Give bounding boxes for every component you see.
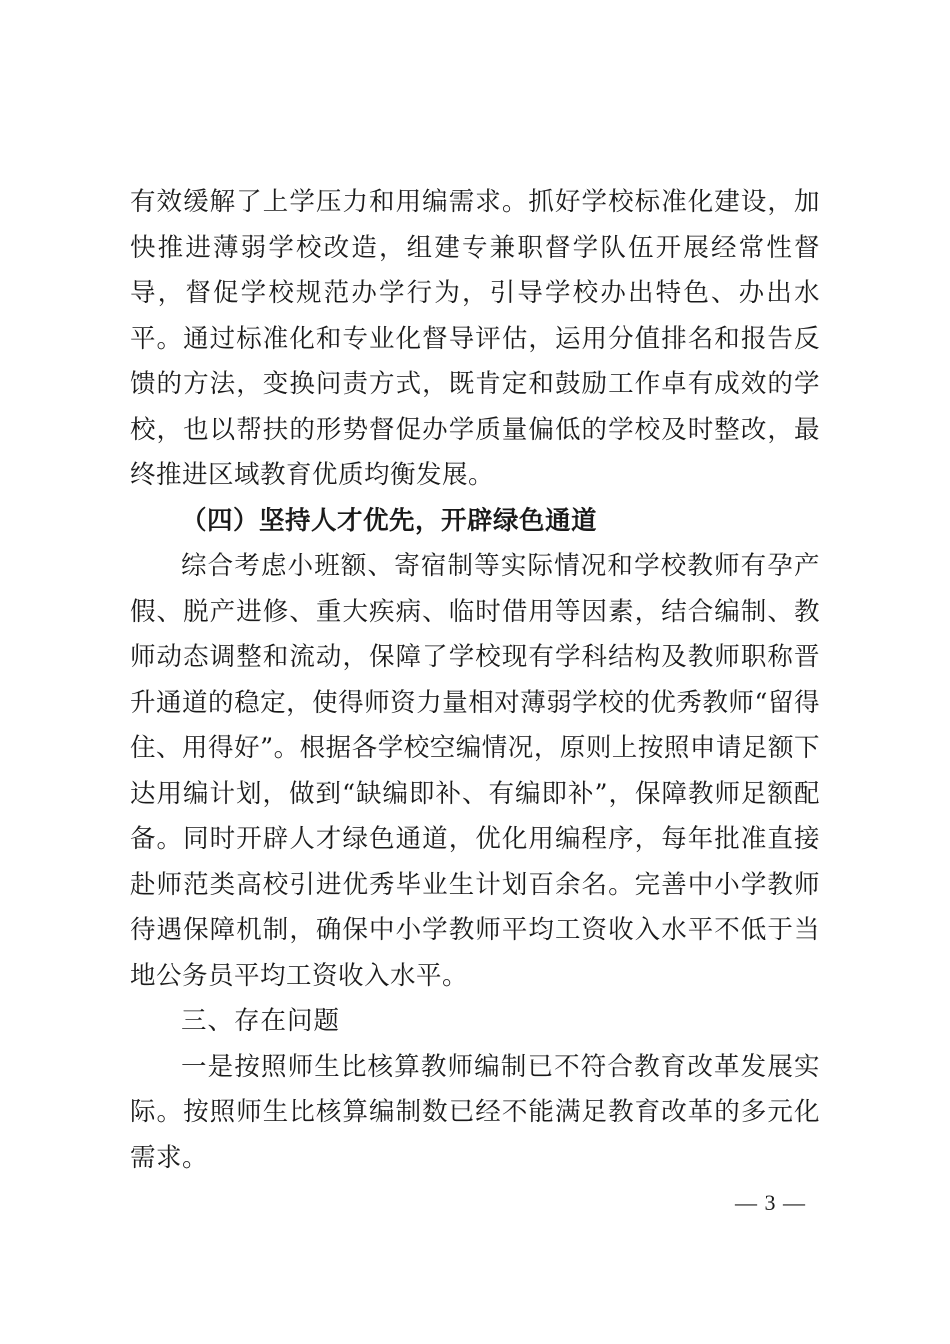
section-heading-problems: 三、存在问题 xyxy=(181,1006,341,1036)
subsection-heading-four: （四）坚持人才优先，开辟绿色通道 xyxy=(181,505,598,536)
document-body xyxy=(130,180,820,1181)
page-number: — 3 — xyxy=(735,1190,806,1215)
paragraph-continuation: 有效缓解了上学压力和用编需求。抓好学校标准化建设，加快推进薄弱学校改造，组建专兼职督学队伍开展经常性督导，督促学校规范办学行为，引导学校办出特色、办出水平。通过标准化和专业化督导评估，运用分值排名和报告反馈的方法，变换问责方式，既肯定和鼓励工作卓有成效的学校，也以帮扶的形势督促办学质量偏低的学校及时整改，最终推进区域教育优质均衡发展。 xyxy=(130,187,820,490)
paragraph-problem-one: 一是按照师生比核算教师编制已不符合教育改革发展实际。按照师生比核算编制数已经不能满足教育改革的多元化需求。 xyxy=(130,1051,820,1173)
paragraph-talent-priority: 综合考虑小班额、寄宿制等实际情况和学校教师有孕产假、脱产进修、重大疾病、临时借用等因素，结合编制、教师动态调整和流动，保障了学校现有学科结构及教师职称晋升通道的稳定，使得师资力量相对薄弱学校的优秀教师“留得住、用得好”。根据各学校空编情况，原则上按照申请足额下达用编计划，做到“缺编即补、有编即补”，保障教师足额配备。同时开辟人才绿色通道，优化用编程序，每年批准直接赴师范类高校引进优秀毕业生计划百余名。完善中小学教师待遇保障机制，确保中小学教师平均工资收入水平不低于当地公务员平均工资收入水平。 xyxy=(130,551,820,991)
